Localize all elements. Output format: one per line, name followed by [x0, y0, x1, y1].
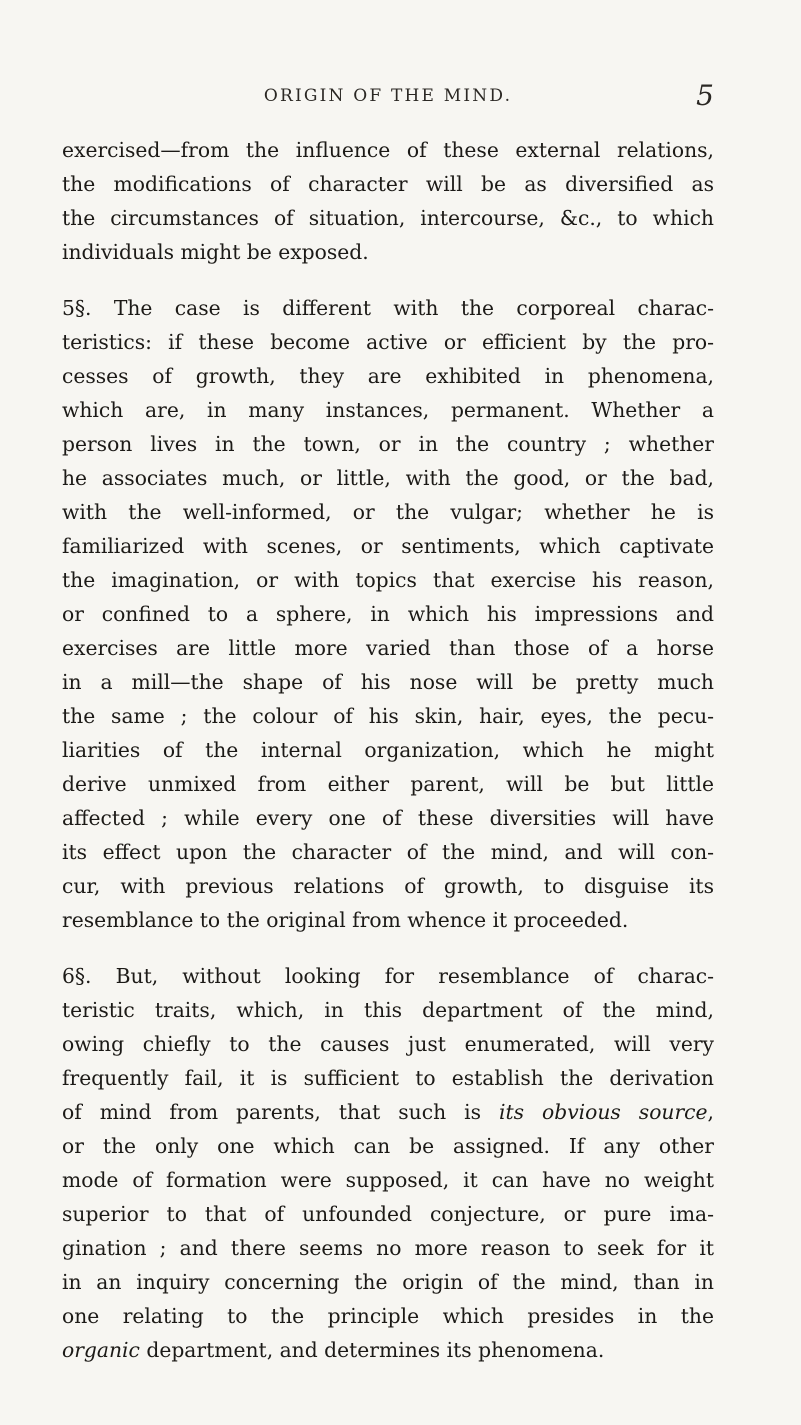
text-line: the same ; the colour of his skin, hair, eyes, the pecu-: [62, 704, 714, 728]
text-line: mode of formation were supposed, it can have no weight: [62, 1168, 714, 1192]
running-head: [62, 81, 714, 111]
italic-text-run: organic: [62, 1338, 140, 1362]
text-run: department, and determines its phenomena.: [139, 1338, 605, 1362]
running-title: ORIGIN OF THE MIND.: [263, 86, 513, 106]
text-line: [62, 1095, 714, 1129]
text-line: 5§. The case is different with the corporeal charac-: [62, 296, 714, 320]
paragraph: [62, 291, 714, 937]
text-line: cur, with previous relations of growth, to disguise its: [62, 874, 714, 898]
page-number: 5: [696, 79, 714, 112]
text-line: affected ; while every one of these diversities will have: [62, 806, 714, 830]
body-text: [62, 133, 714, 1367]
text-line: person lives in the town, or in the country ; whether: [62, 432, 714, 456]
text-line: owing chiefly to the causes just enumerated, will very: [62, 1032, 714, 1056]
text-line: in an inquiry concerning the origin of the mind, than in: [62, 1270, 714, 1294]
text-line: cesses of growth, they are exhibited in phenomena,: [62, 364, 714, 388]
text-line: or confined to a sphere, in which his impressions and: [62, 602, 714, 626]
text-line: superior to that of unfounded conjecture, or pure ima-: [62, 1202, 714, 1226]
text-line: gination ; and there seems no more reason to seek for it: [62, 1236, 714, 1260]
text-line: teristic traits, which, in this department of the mind,: [62, 998, 714, 1022]
text-line: in a mill—the shape of his nose will be pretty much: [62, 670, 714, 694]
text-line: the imagination, or with topics that exercise his reason,: [62, 568, 714, 592]
text-line: frequently fail, it is sufficient to establish the derivation: [62, 1066, 714, 1090]
paragraph-gap: [62, 937, 714, 959]
text-line: exercises are little more varied than those of a horse: [62, 636, 714, 660]
paragraph-gap: [62, 269, 714, 291]
text-line: 6§. But, without looking for resemblance of charac-: [62, 964, 714, 988]
text-line: or the only one which can be assigned. If any other: [62, 1134, 714, 1158]
paragraph: [62, 959, 714, 1367]
text-line: with the well-informed, or the vulgar; whether he is: [62, 500, 714, 524]
text-line: he associates much, or little, with the good, or the bad,: [62, 466, 714, 490]
text-line: liarities of the internal organization, which he might: [62, 738, 714, 762]
text-line: teristics: if these become active or efficient by the pro-: [62, 330, 714, 354]
text-line: resemblance to the original from whence it proceeded.: [62, 908, 629, 932]
paragraph: [62, 133, 714, 269]
text-line: familiarized with scenes, or sentiments, which captivate: [62, 534, 714, 558]
text-line: its effect upon the character of the mind, and will con-: [62, 840, 714, 864]
text-line: individuals might be exposed.: [62, 240, 369, 264]
text-run: of mind from parents, that such is: [62, 1100, 499, 1124]
text-line: which are, in many instances, permanent. Whether a: [62, 398, 714, 422]
text-line: derive unmixed from either parent, will be but little: [62, 772, 714, 796]
text-run: ,: [707, 1100, 714, 1124]
text-line: [62, 1333, 714, 1367]
text-line: the modifications of character will be as diversified as: [62, 172, 714, 196]
italic-text-run: its obvious source: [499, 1100, 708, 1124]
text-line: one relating to the principle which presides in the: [62, 1304, 714, 1328]
text-line: exercised—from the influence of these external relations,: [62, 138, 714, 162]
text-line: the circumstances of situation, intercourse, &c., to which: [62, 206, 714, 230]
